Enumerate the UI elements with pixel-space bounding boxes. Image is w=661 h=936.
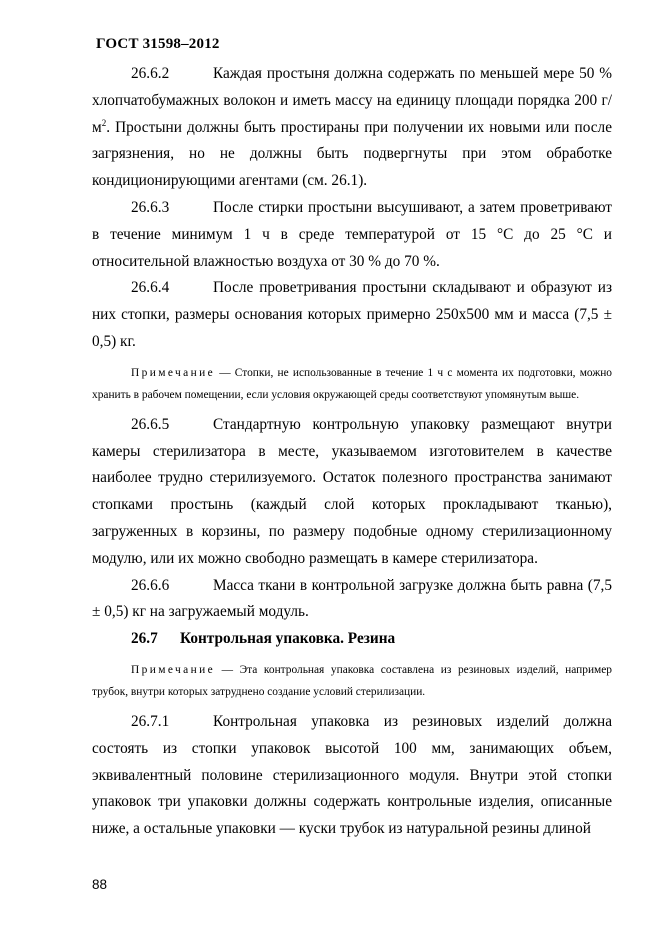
paragraph-text: . Простыни должны быть простираны при получении их новыми или после загрязнения, но не должны быть подвергнуты при этом обработке кондиционирующими агентами (см. 26.1). xyxy=(92,118,612,190)
superscript: 2 xyxy=(101,117,107,128)
clause-number: 26.7.1 xyxy=(131,712,170,730)
note-label: Примечание xyxy=(131,663,216,676)
document-body xyxy=(92,61,612,843)
paragraph-text: После стирки простыни высушивают, а затем проветривают в течение минимум 1 ч в среде температурой от 15 °С до 25 °С и относительной влажностью воздуха от 30 % до 70 %. xyxy=(92,198,612,270)
section-number: 26.7 xyxy=(131,630,158,648)
note-2 xyxy=(92,659,612,703)
section-title: Контрольная упаковка. Резина xyxy=(180,630,396,648)
paragraph-text: Стандартную контрольную упаковку размещают внутри камеры стерилизатора в месте, указываемом изготовителем в качестве наиболее трудно стерилизуемого. Остаток полезного пространства занимают стопками простынь (каждый слой которых прокладывают тканью), загруженных в корзины, по размеру подобные одному стерилизационному модулю, или их можно свободно размещать в камере стерилизатора. xyxy=(92,415,612,567)
page-number: 88 xyxy=(92,877,108,892)
paragraph-26-6-2 xyxy=(92,61,612,195)
note-text: — Эта контрольная упаковка составлена из резиновых изделий, например трубок, внутри которых затруднено создание условий стерилизации. xyxy=(92,663,612,698)
clause-number: 26.6.3 xyxy=(131,198,170,216)
paragraph-text: Контрольная упаковка из резиновых изделий должна состоять из стопки упаковок высотой 100 мм, занимающих объем, эквивалентный половине стерилизационного модуля. Внутри этой стопки упаковок три упаковки должны содержать контрольные изделия, описанные ниже, а остальные упаковки — куски трубок из натуральной резины длиной xyxy=(92,712,612,838)
paragraph-26-7-1 xyxy=(92,709,612,843)
note-1 xyxy=(92,362,612,406)
paragraph-26-6-4 xyxy=(92,275,612,355)
clause-number: 26.6.2 xyxy=(131,65,170,82)
paragraph-text: После проветривания простыни складывают и образуют из них стопки, размеры основания которых примерно 250х500 мм и масса (7,5 ± 0,5) кг. xyxy=(92,279,612,350)
note-text: — Стопки, не использованные в течение 1 ч с момента их подготовки, можно хранить в рабочем помещении, если условия окружающей среды соответствуют упомянутым выше. xyxy=(92,366,612,401)
clause-number: 26.6.4 xyxy=(131,279,170,297)
paragraph-26-6-3 xyxy=(92,195,612,275)
standard-header: ГОСТ 31598–2012 xyxy=(96,36,220,52)
paragraph-text: Каждая простыня должна содержать по меньшей мере 50 % хлопчатобумажных волокон и иметь массу на единицу площади порядка 200 г/м xyxy=(92,65,612,136)
clause-number: 26.6.6 xyxy=(131,576,170,594)
clause-number: 26.6.5 xyxy=(131,415,170,433)
section-heading-26-7 xyxy=(92,626,612,653)
note-label: Примечание xyxy=(131,366,216,379)
paragraph-26-6-5 xyxy=(92,412,612,573)
paragraph-26-6-6 xyxy=(92,573,612,627)
paragraph-text: Масса ткани в контрольной загрузке должна быть равна (7,5 ± 0,5) кг на загружаемый модуль. xyxy=(92,576,612,621)
